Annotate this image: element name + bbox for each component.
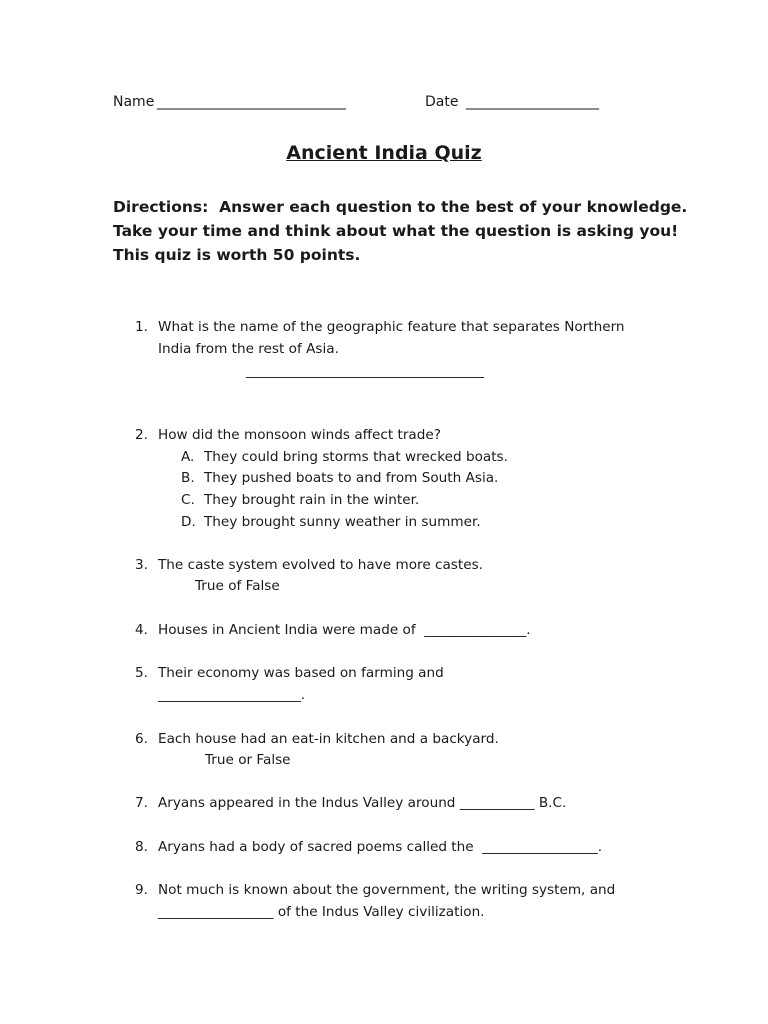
date-blank: ___________________ [466,94,599,110]
directions-line-2: Take your time and think about what the question is asking you! [113,222,679,240]
question-text: What is the name of the geographic feature that separates Northern [158,319,625,335]
option-text: They could bring storms that wrecked boats. [204,449,508,465]
question-text: Aryans had a body of sacred poems called the _________________. [158,839,603,855]
question-number: 6. [135,731,148,747]
question-number: 1. [135,319,148,335]
question-text: Houses in Ancient India were made of _______________. [158,622,531,638]
question-text: _____________________. [158,687,306,703]
option-text: They brought sunny weather in summer. [204,514,481,530]
question-text: Their economy was based on farming and [158,665,444,681]
question-text: Each house had an eat-in kitchen and a backyard. [158,731,499,747]
option-letter: D. [181,514,196,530]
answer-blank: ___________________________________ [246,363,484,379]
question-number: 4. [135,622,148,638]
question-number: 7. [135,795,148,811]
name-label: Name [113,94,155,110]
question-number: 8. [135,839,148,855]
page-title: Ancient India Quiz [286,142,482,164]
true-false-choice: True of False [195,578,280,594]
question-text: The caste system evolved to have more castes. [158,557,483,573]
question-number: 2. [135,427,148,443]
option-letter: C. [181,492,195,508]
option-letter: B. [181,470,195,486]
question-text: Aryans appeared in the Indus Valley around ___________ B.C. [158,795,567,811]
question-text: India from the rest of Asia. [158,341,339,357]
true-false-choice: True or False [205,752,291,768]
question-number: 9. [135,882,148,898]
question-number: 5. [135,665,148,681]
date-label: Date [425,94,459,110]
option-letter: A. [181,449,195,465]
question-text: Not much is known about the government, the writing system, and [158,882,616,898]
option-text: They brought rain in the winter. [204,492,420,508]
directions-line-3: This quiz is worth 50 points. [113,246,361,264]
option-text: They pushed boats to and from South Asia. [204,470,499,486]
name-blank: ___________________________ [157,94,346,110]
question-text: How did the monsoon winds affect trade? [158,427,441,443]
directions-line-1: Directions: Answer each question to the best of your knowledge. [113,198,688,216]
question-text: _________________ of the Indus Valley civilization. [158,904,485,920]
question-number: 3. [135,557,148,573]
